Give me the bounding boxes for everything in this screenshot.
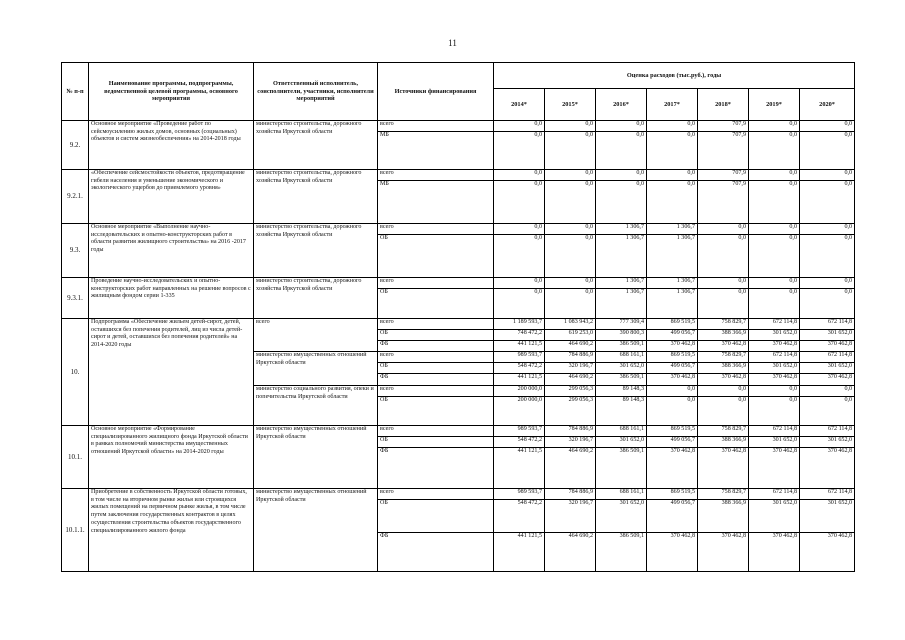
value-cell: 672 114,8 xyxy=(800,489,855,500)
table-row xyxy=(62,121,855,132)
row-source: ФБ xyxy=(378,374,494,386)
row-name: «Обеспечение сейсмостойкости объектов, предотвращение гибели населения и уменьшение экономического и экологического ущербов до приемлемого уровня» xyxy=(89,170,254,224)
value-cell: 989 593,7 xyxy=(494,352,545,363)
value-cell: 707,9 xyxy=(698,132,749,170)
value-cell: 784 886,9 xyxy=(545,426,596,437)
value-cell: 0,0 xyxy=(494,224,545,235)
value-cell: 0,0 xyxy=(800,132,855,170)
value-cell: 320 196,7 xyxy=(545,437,596,448)
row-code: 10. xyxy=(62,319,89,426)
value-cell: 784 886,9 xyxy=(545,489,596,500)
year-header: 2015* xyxy=(545,89,596,121)
year-header: 2020* xyxy=(800,89,855,121)
value-cell: 0,0 xyxy=(698,289,749,319)
value-cell: 989 593,7 xyxy=(494,426,545,437)
year-header: 2014* xyxy=(494,89,545,121)
row-responsible: министерство имущественных отношений Иркутской области xyxy=(254,489,378,572)
value-cell: 301 652,0 xyxy=(749,330,800,341)
row-source: всего xyxy=(378,352,494,363)
row-code: 10.1.1. xyxy=(62,489,89,572)
row-code: 9.2. xyxy=(62,121,89,170)
year-header: 2017* xyxy=(647,89,698,121)
value-cell: 619 253,0 xyxy=(545,330,596,341)
value-cell: 0,0 xyxy=(647,181,698,224)
value-cell: 0,0 xyxy=(749,289,800,319)
value-cell: 370 462,8 xyxy=(800,341,855,352)
value-cell: 1 306,7 xyxy=(647,278,698,289)
value-cell: 672 114,8 xyxy=(749,489,800,500)
value-cell: 0,0 xyxy=(800,224,855,235)
value-cell: 0,0 xyxy=(545,181,596,224)
value-cell: 0,0 xyxy=(647,170,698,181)
value-cell: 548 472,2 xyxy=(494,363,545,374)
row-source: всего xyxy=(378,278,494,289)
value-cell: 869 519,5 xyxy=(647,352,698,363)
value-cell: 758 829,7 xyxy=(698,319,749,330)
value-cell: 388 366,9 xyxy=(698,500,749,533)
value-cell: 707,9 xyxy=(698,181,749,224)
row-code: 10.1. xyxy=(62,426,89,489)
table-row xyxy=(62,319,855,330)
value-cell: 1 306,7 xyxy=(647,224,698,235)
value-cell: 0,0 xyxy=(647,397,698,426)
row-source: ОБ xyxy=(378,397,494,426)
row-responsible: министерство социального развития, опеки и попечительства Иркутской области xyxy=(254,386,378,426)
row-name: Проведение научно-исследовательских и опытно-конструкторских работ направленных на решение вопросов с жилищным фондом серии 1-335 xyxy=(89,278,254,319)
value-cell: 0,0 xyxy=(596,181,647,224)
value-cell: 869 519,5 xyxy=(647,426,698,437)
value-cell: 1 306,7 xyxy=(596,224,647,235)
value-cell: 370 462,8 xyxy=(698,448,749,489)
value-cell: 0,0 xyxy=(800,170,855,181)
header-estimate: Оценка расходов (тыс.руб.), годы xyxy=(494,63,855,89)
value-cell: 0,0 xyxy=(545,170,596,181)
value-cell: 464 690,2 xyxy=(545,341,596,352)
value-cell: 0,0 xyxy=(749,397,800,426)
value-cell: 1 306,7 xyxy=(596,278,647,289)
value-cell: 301 652,0 xyxy=(749,363,800,374)
value-cell: 672 114,8 xyxy=(800,352,855,363)
row-source: МБ xyxy=(378,132,494,170)
value-cell: 1 306,7 xyxy=(596,289,647,319)
row-responsible: министерство имущественных отношений Иркутской области xyxy=(254,426,378,489)
row-responsible: министерство строительства, дорожного хозяйства Иркутской области xyxy=(254,224,378,278)
value-cell: 0,0 xyxy=(749,386,800,397)
value-cell: 370 462,8 xyxy=(698,533,749,572)
row-source: всего xyxy=(378,489,494,500)
value-cell: 301 652,0 xyxy=(596,437,647,448)
value-cell: 672 114,8 xyxy=(749,426,800,437)
value-cell: 200 000,0 xyxy=(494,386,545,397)
value-cell: 0,0 xyxy=(494,278,545,289)
table-row xyxy=(62,278,855,289)
value-cell: 0,0 xyxy=(494,181,545,224)
row-source: ОБ xyxy=(378,330,494,341)
row-name: Основное мероприятие «Проведение работ по сейсмоусилению жилых домов, основных (социальных) объектов и систем жизнеобеспечения» на 2014-2018 годы xyxy=(89,121,254,170)
value-cell: 0,0 xyxy=(494,121,545,132)
value-cell: 0,0 xyxy=(749,278,800,289)
value-cell: 1 189 593,7 xyxy=(494,319,545,330)
value-cell: 0,0 xyxy=(800,289,855,319)
value-cell: 320 196,7 xyxy=(545,363,596,374)
value-cell: 758 829,7 xyxy=(698,426,749,437)
page-number: 11 xyxy=(448,38,457,48)
value-cell: 441 121,5 xyxy=(494,341,545,352)
row-name: Основное мероприятие «Выполнение научно-исследовательских и опытно-конструкторских работ в области развития жилищного строительства» на 2016 -2017 годы xyxy=(89,224,254,278)
value-cell: 301 652,0 xyxy=(749,437,800,448)
value-cell: 672 114,8 xyxy=(800,319,855,330)
value-cell: 0,0 xyxy=(749,181,800,224)
value-cell: 370 462,8 xyxy=(647,533,698,572)
row-code: 9.3. xyxy=(62,224,89,278)
value-cell: 301 652,0 xyxy=(596,500,647,533)
table-row xyxy=(62,489,855,500)
table-row xyxy=(62,170,855,181)
value-cell: 688 161,1 xyxy=(596,426,647,437)
value-cell: 370 462,8 xyxy=(647,374,698,386)
value-cell: 672 114,8 xyxy=(749,352,800,363)
value-cell: 388 366,9 xyxy=(698,363,749,374)
value-cell: 777 309,4 xyxy=(596,319,647,330)
value-cell: 0,0 xyxy=(545,278,596,289)
value-cell: 0,0 xyxy=(494,235,545,278)
value-cell: 0,0 xyxy=(545,132,596,170)
table-body xyxy=(62,121,855,572)
header-name: Наименование программы, подпрограммы, ведомственной целевой программы, основного мероприятия xyxy=(89,63,254,121)
row-source: всего xyxy=(378,426,494,437)
row-code: 9.3.1. xyxy=(62,278,89,319)
row-source: ОБ xyxy=(378,289,494,319)
value-cell: 499 056,7 xyxy=(647,500,698,533)
value-cell: 370 462,8 xyxy=(698,341,749,352)
value-cell: 0,0 xyxy=(596,170,647,181)
value-cell: 688 161,1 xyxy=(596,489,647,500)
value-cell: 464 690,2 xyxy=(545,374,596,386)
table-row xyxy=(62,224,855,235)
value-cell: 388 366,9 xyxy=(698,330,749,341)
year-header: 2018* xyxy=(698,89,749,121)
value-cell: 301 652,0 xyxy=(596,363,647,374)
row-source: ОБ xyxy=(378,437,494,448)
value-cell: 441 121,5 xyxy=(494,448,545,489)
value-cell: 200 000,0 xyxy=(494,397,545,426)
row-name: Основное мероприятие «Формирование специализированного жилищного фонда Иркутской области в рамках полномочий министерства имущественных отношений Иркутской области» на 2014-2020 годы xyxy=(89,426,254,489)
row-source: всего xyxy=(378,386,494,397)
row-source: всего xyxy=(378,121,494,132)
value-cell: 1 306,7 xyxy=(596,235,647,278)
value-cell: 1 306,7 xyxy=(647,235,698,278)
row-source: всего xyxy=(378,319,494,330)
value-cell: 758 829,7 xyxy=(698,352,749,363)
value-cell: 0,0 xyxy=(800,386,855,397)
value-cell: 301 652,0 xyxy=(800,500,855,533)
row-code: 9.2.1. xyxy=(62,170,89,224)
value-cell: 301 652,0 xyxy=(800,330,855,341)
value-cell: 388 366,9 xyxy=(698,437,749,448)
value-cell: 0,0 xyxy=(545,289,596,319)
value-cell: 707,9 xyxy=(698,121,749,132)
value-cell: 0,0 xyxy=(494,170,545,181)
value-cell: 0,0 xyxy=(749,132,800,170)
value-cell: 707,9 xyxy=(698,170,749,181)
value-cell: 370 462,8 xyxy=(749,341,800,352)
value-cell: 89 148,3 xyxy=(596,386,647,397)
row-source: ОБ xyxy=(378,363,494,374)
year-header: 2016* xyxy=(596,89,647,121)
value-cell: 0,0 xyxy=(647,386,698,397)
row-source: всего xyxy=(378,170,494,181)
value-cell: 0,0 xyxy=(647,121,698,132)
value-cell: 370 462,8 xyxy=(749,533,800,572)
value-cell: 464 690,2 xyxy=(545,533,596,572)
value-cell: 370 462,8 xyxy=(749,448,800,489)
value-cell: 0,0 xyxy=(800,121,855,132)
value-cell: 370 462,8 xyxy=(647,341,698,352)
value-cell: 0,0 xyxy=(698,235,749,278)
value-cell: 370 462,8 xyxy=(800,448,855,489)
value-cell: 0,0 xyxy=(698,278,749,289)
value-cell: 869 519,5 xyxy=(647,319,698,330)
value-cell: 0,0 xyxy=(596,121,647,132)
value-cell: 0,0 xyxy=(800,397,855,426)
value-cell: 0,0 xyxy=(698,397,749,426)
row-responsible: министерство строительства, дорожного хозяйства Иркутской области xyxy=(254,121,378,170)
value-cell: 548 472,2 xyxy=(494,437,545,448)
value-cell: 0,0 xyxy=(800,181,855,224)
value-cell: 370 462,8 xyxy=(698,374,749,386)
value-cell: 386 509,1 xyxy=(596,533,647,572)
value-cell: 0,0 xyxy=(749,235,800,278)
value-cell: 989 593,7 xyxy=(494,489,545,500)
value-cell: 441 121,5 xyxy=(494,533,545,572)
value-cell: 784 886,9 xyxy=(545,352,596,363)
value-cell: 370 462,8 xyxy=(647,448,698,489)
row-source: ОБ xyxy=(378,235,494,278)
value-cell: 0,0 xyxy=(494,132,545,170)
value-cell: 370 462,8 xyxy=(749,374,800,386)
value-cell: 0,0 xyxy=(545,121,596,132)
value-cell: 0,0 xyxy=(698,224,749,235)
row-source: ФБ xyxy=(378,533,494,572)
value-cell: 1 083 943,2 xyxy=(545,319,596,330)
value-cell: 0,0 xyxy=(647,132,698,170)
row-responsible: министерство строительства, дорожного хозяйства Иркутской области xyxy=(254,278,378,319)
header-responsible: Ответственный исполнитель, соисполнители, участники, исполнители мероприятий xyxy=(254,63,378,121)
value-cell: 0,0 xyxy=(596,132,647,170)
value-cell: 0,0 xyxy=(545,235,596,278)
value-cell: 370 462,8 xyxy=(800,374,855,386)
value-cell: 748 472,2 xyxy=(494,330,545,341)
value-cell: 0,0 xyxy=(494,289,545,319)
value-cell: 758 829,7 xyxy=(698,489,749,500)
value-cell: 299 056,3 xyxy=(545,386,596,397)
value-cell: 464 690,2 xyxy=(545,448,596,489)
value-cell: 320 196,7 xyxy=(545,500,596,533)
row-source: ОБ xyxy=(378,500,494,533)
value-cell: 1 306,7 xyxy=(647,289,698,319)
value-cell: 301 652,0 xyxy=(800,363,855,374)
value-cell: 386 509,1 xyxy=(596,341,647,352)
value-cell: 0,0 xyxy=(800,235,855,278)
value-cell: 499 056,7 xyxy=(647,330,698,341)
value-cell: 499 056,7 xyxy=(647,363,698,374)
value-cell: 869 519,5 xyxy=(647,489,698,500)
row-name: Приобретение в собственность Иркутской области готовых, в том числе на вторичном рынке жилья или строящихся жилых помещений на первичном рынке жилья, в том числе путем заключения государственных контрактов в целях осуществления строительства объектов государственного специализированного жилого фонда xyxy=(89,489,254,572)
value-cell: 301 652,0 xyxy=(800,437,855,448)
row-responsible: министерство имущественных отношений Иркутской области xyxy=(254,352,378,386)
value-cell: 0,0 xyxy=(800,278,855,289)
row-responsible: всего xyxy=(254,319,378,352)
row-source: ФБ xyxy=(378,341,494,352)
value-cell: 370 462,8 xyxy=(800,533,855,572)
header-row xyxy=(62,63,855,89)
value-cell: 672 114,8 xyxy=(800,426,855,437)
value-cell: 0,0 xyxy=(698,386,749,397)
table-row xyxy=(62,426,855,437)
value-cell: 499 056,7 xyxy=(647,437,698,448)
value-cell: 386 509,1 xyxy=(596,374,647,386)
value-cell: 548 472,2 xyxy=(494,500,545,533)
value-cell: 0,0 xyxy=(545,224,596,235)
row-source: всего xyxy=(378,224,494,235)
header-sources: Источники финансирования xyxy=(378,63,494,121)
value-cell: 688 161,1 xyxy=(596,352,647,363)
value-cell: 386 509,1 xyxy=(596,448,647,489)
expenses-table xyxy=(61,62,855,572)
value-cell: 299 056,3 xyxy=(545,397,596,426)
value-cell: 441 121,5 xyxy=(494,374,545,386)
value-cell: 0,0 xyxy=(749,170,800,181)
year-header: 2019* xyxy=(749,89,800,121)
value-cell: 672 114,8 xyxy=(749,319,800,330)
value-cell: 301 652,0 xyxy=(749,500,800,533)
row-responsible: министерство строительства, дорожного хозяйства Иркутской области xyxy=(254,170,378,224)
header-num: № п-п xyxy=(62,63,89,121)
value-cell: 0,0 xyxy=(749,121,800,132)
value-cell: 390 800,3 xyxy=(596,330,647,341)
row-source: МБ xyxy=(378,181,494,224)
value-cell: 0,0 xyxy=(749,224,800,235)
value-cell: 89 148,3 xyxy=(596,397,647,426)
row-source: ФБ xyxy=(378,448,494,489)
row-name: Подпрограмма «Обеспечение жильем детей-сирот, детей, оставшихся без попечения родителей, лиц из числа детей-сирот и детей, оставшихся без попечения родителей» на 2014-2020 годы xyxy=(89,319,254,426)
